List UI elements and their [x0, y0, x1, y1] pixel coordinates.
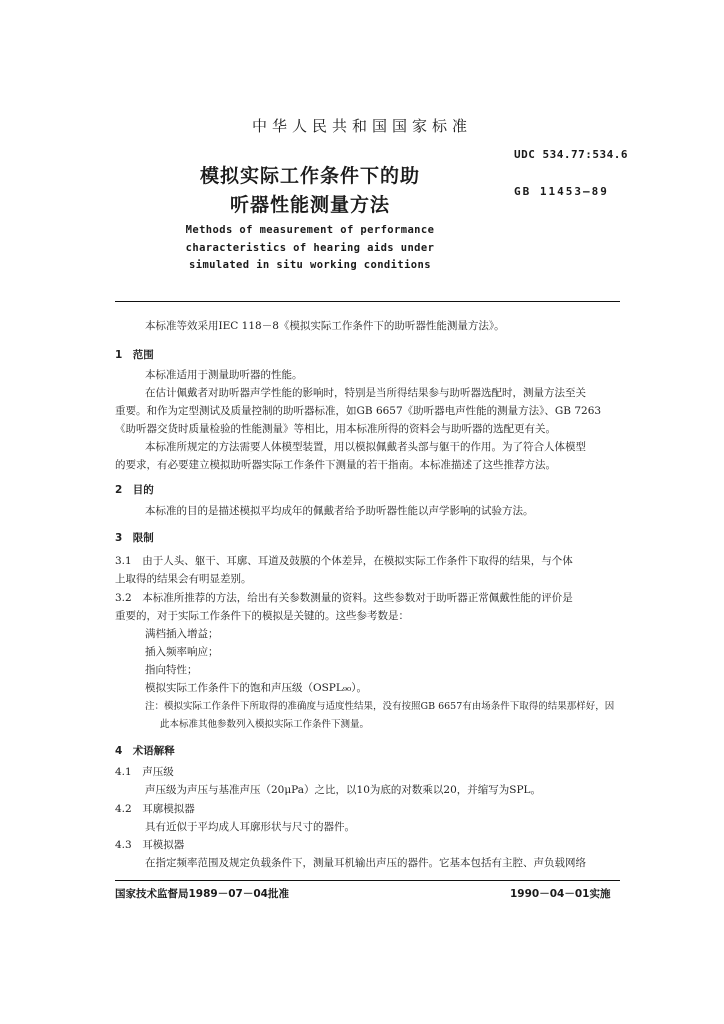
section-1-para-1: 本标准适用于测量助听器的性能。 [145, 369, 303, 381]
clause-4-1-heading: 4.1 声压级 [115, 766, 174, 778]
section-2-heading: 2 目的 [115, 484, 154, 496]
section-1-heading: 1 范围 [115, 349, 154, 361]
parameter-list-item-4: 模拟实际工作条件下的饱和声压级（OSPL₉₀）。 [145, 682, 368, 694]
clause-3-1-line-2: 上取得的结果会有明显差别。 [115, 573, 252, 585]
udc-number: UDC 534.77:534.6 [514, 148, 628, 161]
clause-3-1-line-1: 3.1 由于人头、躯干、耳廓、耳道及鼓膜的个体差异，在模拟实际工作条件下取得的结果，与个体 [115, 555, 573, 567]
footer-divider [115, 880, 620, 881]
document-title-line1: 模拟实际工作条件下的助 [199, 165, 420, 187]
english-title-line3: simulated in situ working conditions [189, 259, 431, 271]
english-title-line2: characteristics of hearing aids under [185, 242, 435, 254]
parameter-list-item-3: 指向特性； [145, 664, 198, 676]
clause-4-1-text: 声压级为声压与基准声压（20μPa）之比，以10为底的对数乘以20，并缩写为SPL。 [145, 784, 541, 796]
section-3-heading: 3 限制 [115, 532, 154, 544]
parameter-list-item-1: 满档插入增益； [145, 628, 219, 640]
clause-4-3-text: 在指定频率范围及规定负载条件下，测量耳机输出声压的器件。它基本包括有主腔、声负载网络 [145, 857, 586, 869]
clause-4-2-heading: 4.2 耳廓模拟器 [115, 803, 195, 815]
clause-4-2-text: 具有近似于平均成人耳廓形状与尺寸的器件。 [145, 821, 355, 833]
header-divider [115, 301, 620, 302]
clause-3-2-line-2: 重要的，对于实际工作条件下的模拟是关键的。这些参考数是： [115, 610, 409, 622]
document-title-line2: 听器性能测量方法 [229, 194, 390, 216]
section-1-para-2-line-1: 在估计佩戴者对助听器声学性能的影响时，特别是当所得结果参与助听器选配时，测量方法至关 [145, 387, 586, 399]
section-1-para-3-line-2: 的要求，有必要建立模拟助听器实际工作条件下测量的若干指南。本标准描述了这些推荐方法。 [115, 459, 556, 471]
section-4-heading: 4 术语解释 [115, 745, 175, 757]
note-line-1: 注：模拟实际工作条件下所取得的准确度与适度性结果，没有按照GB 6657有由场条件下取得的结果那样好，因 [145, 701, 615, 712]
clause-4-3-heading: 4.3 耳模拟器 [115, 839, 185, 851]
intro-paragraph: 本标准等效采用IEC 118－8《模拟实际工作条件下的助听器性能测量方法》。 [145, 320, 505, 332]
national-standard-heading: 中华人民共和国国家标准 [251, 117, 472, 135]
gb-standard-number: GB 11453—89 [514, 185, 609, 198]
approval-date: 国家技术监督局1989－07－04批准 [115, 888, 289, 900]
section-2-para-1: 本标准的目的是描述模拟平均成年的佩戴者给予助听器性能以声学影响的试验方法。 [145, 505, 534, 517]
section-1-para-3-line-1: 本标准所规定的方法需要人体模型装置，用以模拟佩戴者头部与躯干的作用。为了符合人体模型 [145, 441, 586, 453]
effective-date: 1990－04－01实施 [510, 888, 611, 900]
english-title-line1: Methods of measurement of performance [185, 224, 435, 236]
note-line-2: 此本标准其他参数列入模拟实际工作条件下测量。 [160, 719, 370, 730]
parameter-list-item-2: 插入频率响应； [145, 646, 219, 658]
clause-3-2-line-1: 3.2 本标准所推荐的方法，给出有关参数测量的资料。这些参数对于助听器正常佩戴性能的评价是 [115, 592, 573, 604]
section-1-para-2-line-3: 《助听器交货时质量检验的性能测量》等相比，用本标准所得的资料会与助听器的选配更有关。 [115, 423, 556, 435]
section-1-para-2-line-2: 重要。和作为定型测试及质量控制的助听器标准，如GB 6657《助听器电声性能的测量方法》、GB 7263 [115, 405, 602, 417]
